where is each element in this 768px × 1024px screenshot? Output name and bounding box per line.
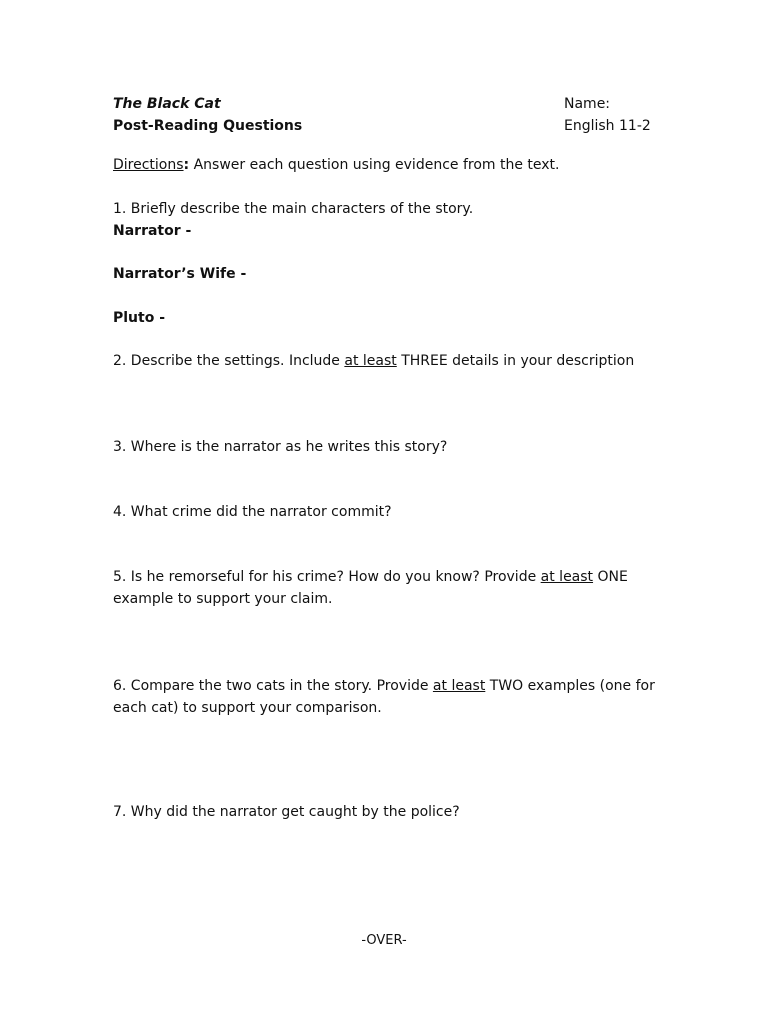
character-narrator-label: Narrator - [113,223,192,239]
directions-text: Answer each question using evidence from the text. [189,157,560,173]
character-pluto-label: Pluto - [113,310,166,326]
worksheet-title: The Black Cat [113,96,221,112]
question-2-pre: 2. Describe the settings. Include [113,353,345,369]
directions-label: Directions [113,157,184,173]
question-6-pre: 6. Compare the two cats in the story. Provide [113,678,433,694]
question-6-post: TWO examples (one for each cat) to support your comparison. [113,678,655,716]
question-6 [113,675,658,719]
question-4: 4. What crime did the narrator commit? [113,504,392,520]
worksheet-subtitle: Post-Reading Questions [113,118,303,134]
page-footer: -OVER- [361,933,407,948]
question-5 [113,566,658,610]
question-5-pre: 5. Is he remorseful for his crime? How do you know? Provide [113,569,541,585]
question-3: 3. Where is the narrator as he writes this story? [113,439,448,455]
question-2 [113,350,634,372]
character-wife-label: Narrator’s Wife - [113,266,247,282]
question-1: 1. Briefly describe the main characters of the story. [113,201,474,217]
question-6-emphasis: at least [432,678,486,694]
directions-colon: : [183,157,190,173]
question-5-post: ONE example to support your claim. [113,569,628,607]
name-label: Name: [564,96,611,112]
question-7: 7. Why did the narrator get caught by the police? [113,804,460,820]
class-label: English 11-2 [564,118,651,134]
directions-line [113,154,560,176]
question-2-post: THREE details in your description [396,353,635,369]
question-5-emphasis: at least [540,569,594,585]
question-2-emphasis: at least [344,353,397,369]
